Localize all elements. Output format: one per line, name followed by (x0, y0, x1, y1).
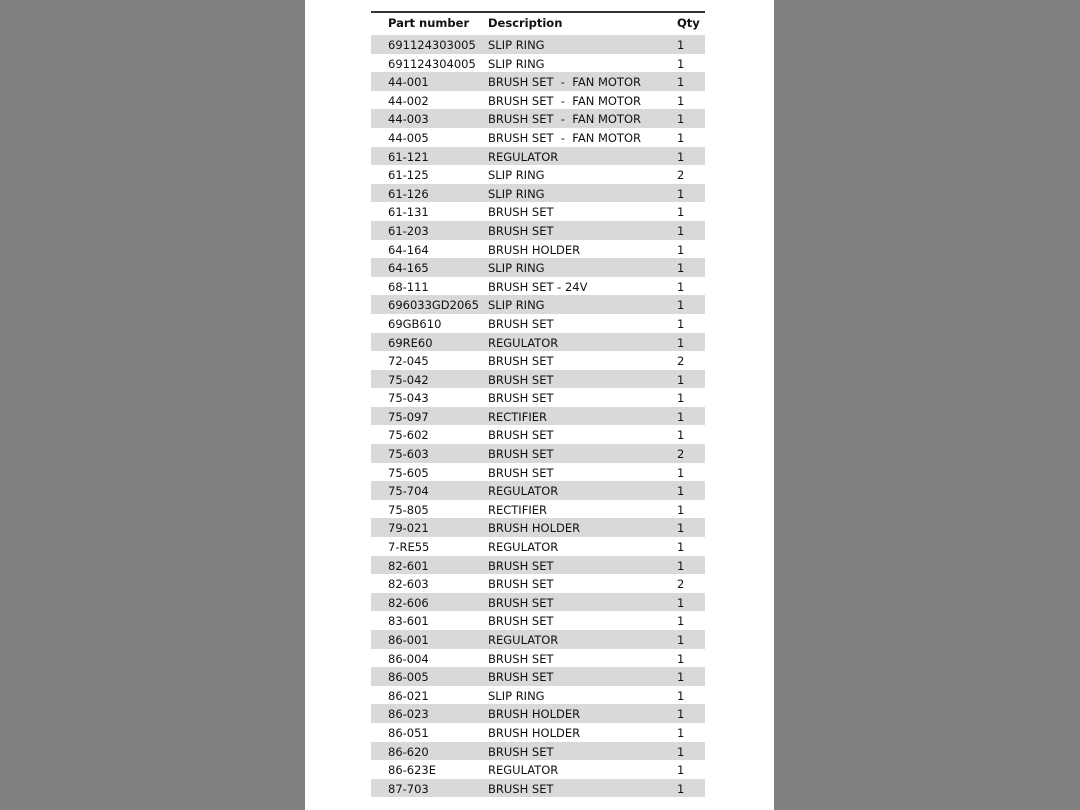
table-row (371, 128, 705, 147)
cell-part-number: 86-620 (388, 744, 429, 759)
table-row (371, 593, 705, 612)
cell-part-number: 86-005 (388, 670, 429, 685)
cell-qty: 2 (677, 447, 685, 462)
cell-description: RECTIFIER (488, 502, 547, 517)
cell-qty: 1 (677, 614, 685, 629)
cell-part-number: 696033GD2065 (388, 298, 479, 313)
cell-part-number: 87-703 (388, 781, 429, 796)
cell-description: BRUSH HOLDER (488, 725, 581, 740)
table-row (371, 333, 705, 352)
table-row (371, 723, 705, 742)
cell-qty: 1 (677, 223, 685, 238)
table-row (371, 35, 705, 54)
table-row (371, 686, 705, 705)
table-row (371, 295, 705, 314)
table-row (371, 518, 705, 537)
cell-part-number: 79-021 (388, 521, 429, 536)
cell-qty: 1 (677, 38, 685, 52)
table-row (371, 760, 705, 779)
table-row (371, 54, 705, 73)
cell-qty: 1 (677, 205, 685, 220)
cell-description: REGULATOR (488, 335, 559, 350)
cell-description: BRUSH SET (488, 781, 554, 796)
cell-part-number: 82-603 (388, 577, 429, 592)
cell-description: BRUSH SET (488, 447, 554, 462)
cell-part-number: 61-125 (388, 168, 429, 183)
cell-description: SLIP RING (488, 298, 545, 313)
cell-part-number: 86-051 (388, 725, 429, 740)
cell-part-number: 83-601 (388, 614, 429, 629)
cell-description: BRUSH SET - FAN MOTOR (488, 93, 641, 108)
cell-part-number: 44-003 (388, 112, 429, 127)
cell-description: REGULATOR (488, 484, 559, 499)
cell-qty: 1 (677, 725, 685, 740)
cell-qty: 1 (677, 521, 685, 536)
cell-part-number: 75-043 (388, 391, 429, 406)
header-description: Description (488, 16, 563, 30)
cell-qty: 1 (677, 670, 685, 685)
cell-description: SLIP RING (488, 38, 545, 52)
cell-description: BRUSH SET (488, 391, 554, 406)
cell-description: BRUSH SET - FAN MOTOR (488, 75, 641, 90)
cell-description: RECTIFIER (488, 409, 547, 424)
table-row (371, 388, 705, 407)
table-row (371, 649, 705, 668)
cell-description: BRUSH HOLDER (488, 521, 581, 536)
cell-qty: 1 (677, 409, 685, 424)
cell-part-number: 64-164 (388, 242, 429, 257)
cell-description: BRUSH SET (488, 428, 554, 443)
cell-part-number: 86-023 (388, 707, 429, 722)
cell-description: BRUSH SET (488, 354, 554, 369)
cell-part-number: 86-004 (388, 651, 429, 666)
cell-qty: 1 (677, 56, 685, 71)
table-row (371, 630, 705, 649)
cell-description: BRUSH SET - FAN MOTOR (488, 112, 641, 127)
table-row (371, 314, 705, 333)
cell-qty: 1 (677, 391, 685, 406)
cell-part-number: 44-001 (388, 75, 429, 90)
table-row (371, 481, 705, 500)
cell-description: REGULATOR (488, 540, 559, 555)
cell-qty: 2 (677, 168, 685, 183)
cell-description: REGULATOR (488, 149, 559, 164)
table-row (371, 72, 705, 91)
cell-description: BRUSH SET (488, 595, 554, 610)
cell-part-number: 61-121 (388, 149, 429, 164)
cell-part-number: 86-021 (388, 688, 429, 703)
cell-part-number: 82-601 (388, 558, 429, 573)
table-row (371, 425, 705, 444)
cell-part-number: 75-097 (388, 409, 429, 424)
table-row (371, 407, 705, 426)
table-row (371, 202, 705, 221)
cell-qty: 2 (677, 354, 685, 369)
cell-description: SLIP RING (488, 56, 545, 71)
cell-description: REGULATOR (488, 763, 559, 778)
cell-part-number: 82-606 (388, 595, 429, 610)
cell-description: BRUSH SET (488, 465, 554, 480)
table-row (371, 258, 705, 277)
cell-description: BRUSH SET (488, 651, 554, 666)
cell-qty: 1 (677, 781, 685, 796)
table-row (371, 742, 705, 761)
cell-description: BRUSH SET (488, 316, 554, 331)
cell-part-number: 75-603 (388, 447, 429, 462)
cell-qty: 1 (677, 744, 685, 759)
cell-part-number: 75-042 (388, 372, 429, 387)
parts-table (371, 11, 705, 797)
cell-qty: 1 (677, 261, 685, 276)
cell-qty: 1 (677, 242, 685, 257)
cell-qty: 1 (677, 149, 685, 164)
table-row (371, 351, 705, 370)
cell-description: BRUSH SET (488, 205, 554, 220)
table-row (371, 277, 705, 296)
header-qty: Qty (677, 16, 700, 30)
cell-part-number: 86-001 (388, 633, 429, 647)
cell-qty: 1 (677, 372, 685, 387)
cell-qty: 1 (677, 112, 685, 127)
cell-description: BRUSH SET - FAN MOTOR (488, 130, 641, 145)
table-body (371, 35, 705, 797)
cell-qty: 1 (677, 75, 685, 90)
table-row (371, 109, 705, 128)
cell-description: BRUSH SET - 24V (488, 279, 588, 294)
table-row (371, 165, 705, 184)
cell-qty: 1 (677, 651, 685, 666)
cell-qty: 1 (677, 279, 685, 294)
cell-part-number: 64-165 (388, 261, 429, 276)
cell-qty: 1 (677, 484, 685, 499)
cell-part-number: 72-045 (388, 354, 429, 369)
cell-description: SLIP RING (488, 186, 545, 201)
table-row (371, 184, 705, 203)
document-page (305, 0, 774, 810)
cell-part-number: 75-704 (388, 484, 429, 499)
cell-part-number: 7-RE55 (388, 540, 430, 555)
cell-part-number: 69RE60 (388, 335, 433, 350)
table-header (371, 11, 705, 35)
cell-description: BRUSH SET (488, 558, 554, 573)
cell-qty: 1 (677, 335, 685, 350)
cell-part-number: 61-203 (388, 223, 429, 238)
cell-qty: 1 (677, 763, 685, 778)
table-row (371, 221, 705, 240)
cell-qty: 1 (677, 502, 685, 517)
cell-part-number: 691124304005 (388, 56, 476, 71)
cell-description: BRUSH HOLDER (488, 242, 581, 257)
cell-qty: 1 (677, 465, 685, 480)
table-row (371, 500, 705, 519)
cell-qty: 1 (677, 595, 685, 610)
cell-qty: 2 (677, 577, 685, 592)
cell-description: BRUSH SET (488, 744, 554, 759)
table-row (371, 370, 705, 389)
table-row (371, 444, 705, 463)
cell-part-number: 691124303005 (388, 38, 476, 52)
cell-description: BRUSH SET (488, 670, 554, 685)
cell-qty: 1 (677, 428, 685, 443)
cell-qty: 1 (677, 130, 685, 145)
cell-qty: 1 (677, 186, 685, 201)
cell-qty: 1 (677, 298, 685, 313)
table-row (371, 611, 705, 630)
cell-part-number: 44-005 (388, 130, 429, 145)
cell-qty: 1 (677, 316, 685, 331)
cell-description: SLIP RING (488, 261, 545, 276)
table-row (371, 779, 705, 798)
cell-qty: 1 (677, 633, 685, 647)
cell-description: REGULATOR (488, 633, 559, 647)
table-row (371, 704, 705, 723)
table-row (371, 91, 705, 110)
table-row (371, 556, 705, 575)
cell-part-number: 75-605 (388, 465, 429, 480)
cell-qty: 1 (677, 707, 685, 722)
cell-qty: 1 (677, 540, 685, 555)
table-row (371, 667, 705, 686)
cell-qty: 1 (677, 688, 685, 703)
cell-part-number: 75-602 (388, 428, 429, 443)
cell-part-number: 61-131 (388, 205, 429, 220)
cell-part-number: 86-623E (388, 763, 436, 778)
cell-description: BRUSH SET (488, 577, 554, 592)
cell-part-number: 75-805 (388, 502, 429, 517)
cell-description: BRUSH SET (488, 223, 554, 238)
cell-description: SLIP RING (488, 688, 545, 703)
table-row (371, 574, 705, 593)
cell-part-number: 61-126 (388, 186, 429, 201)
cell-part-number: 44-002 (388, 93, 429, 108)
table-row (371, 463, 705, 482)
header-part-number: Part number (388, 16, 470, 30)
cell-description: BRUSH HOLDER (488, 707, 581, 722)
cell-description: BRUSH SET (488, 372, 554, 387)
table-row (371, 147, 705, 166)
cell-qty: 1 (677, 93, 685, 108)
cell-part-number: 69GB610 (388, 316, 442, 331)
cell-part-number: 68-111 (388, 279, 429, 294)
cell-qty: 1 (677, 558, 685, 573)
table-row (371, 537, 705, 556)
cell-description: SLIP RING (488, 168, 545, 183)
cell-description: BRUSH SET (488, 614, 554, 629)
table-row (371, 240, 705, 259)
